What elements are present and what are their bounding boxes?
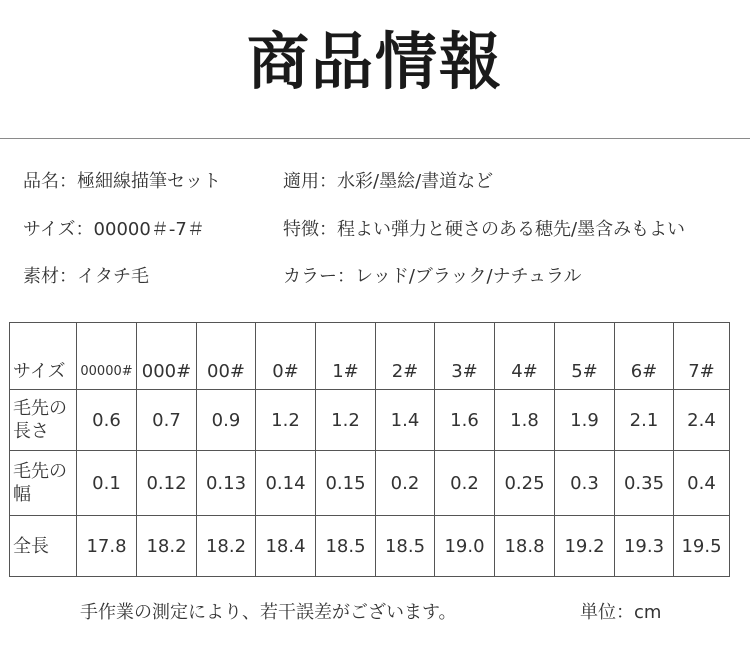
total-cell: 19.5 (674, 516, 730, 577)
page-title: 商品情報 (246, 25, 503, 98)
width-cell: 0.14 (256, 451, 316, 516)
row-header-width: 毛先の幅 (13, 461, 67, 505)
info-product-name: 品名：極細線描筆セット (23, 171, 221, 192)
width-cell: 0.13 (197, 451, 256, 516)
total-cell: 18.5 (376, 516, 435, 577)
total-cell: 18.8 (495, 516, 555, 577)
info-feature: 特徴：程よい弾力と硬さのある穂先/墨含みもよい (283, 219, 686, 240)
length-cell: 0.6 (77, 390, 137, 451)
row-header-size: サイズ (10, 323, 77, 390)
info-color: カラー：レッド/ブラック/ナチュラル (283, 266, 582, 287)
total-cell: 18.2 (137, 516, 197, 577)
width-cell: 0.15 (316, 451, 376, 516)
length-cell: 1.6 (435, 390, 495, 451)
size-cell: 5# (555, 323, 615, 390)
info-material: 素材：イタチ毛 (23, 266, 149, 287)
table-row-size (10, 323, 730, 390)
row-header-total: 全長 (10, 516, 77, 577)
length-cell: 1.2 (256, 390, 316, 451)
size-cell: 1# (316, 323, 376, 390)
size-cell: 00# (197, 323, 256, 390)
size-cell: 00000# (77, 323, 137, 390)
size-cell: 3# (435, 323, 495, 390)
size-cell: 2# (376, 323, 435, 390)
width-cell: 0.3 (555, 451, 615, 516)
total-cell: 17.8 (77, 516, 137, 577)
length-cell: 0.7 (137, 390, 197, 451)
total-cell: 19.0 (435, 516, 495, 577)
width-cell: 0.4 (674, 451, 730, 516)
row-header-length: 毛先の長さ (13, 398, 67, 442)
measurement-note: 手作業の測定により、若干誤差がございます。 (80, 602, 457, 623)
width-cell: 0.2 (376, 451, 435, 516)
width-cell: 0.12 (137, 451, 197, 516)
divider (0, 138, 750, 139)
length-cell: 1.4 (376, 390, 435, 451)
size-cell: 6# (615, 323, 674, 390)
spec-table (9, 322, 730, 577)
length-cell: 1.8 (495, 390, 555, 451)
table-row-width (10, 451, 730, 516)
size-cell: 4# (495, 323, 555, 390)
table-row-total (10, 516, 730, 577)
width-cell: 0.35 (615, 451, 674, 516)
table-row-length (10, 390, 730, 451)
total-cell: 19.2 (555, 516, 615, 577)
width-cell: 0.25 (495, 451, 555, 516)
size-cell: 7# (674, 323, 730, 390)
width-cell: 0.2 (435, 451, 495, 516)
total-cell: 18.2 (197, 516, 256, 577)
length-cell: 0.9 (197, 390, 256, 451)
total-cell: 18.4 (256, 516, 316, 577)
size-cell: 000# (137, 323, 197, 390)
size-cell: 0# (256, 323, 316, 390)
info-usage: 適用：水彩/墨絵/書道など (283, 171, 494, 192)
length-cell: 2.1 (615, 390, 674, 451)
total-cell: 19.3 (615, 516, 674, 577)
length-cell: 2.4 (674, 390, 730, 451)
unit-note: 単位：cm (580, 602, 662, 623)
width-cell: 0.1 (77, 451, 137, 516)
info-size: サイズ：00000＃-7＃ (23, 219, 205, 240)
length-cell: 1.2 (316, 390, 376, 451)
total-cell: 18.5 (316, 516, 376, 577)
length-cell: 1.9 (555, 390, 615, 451)
